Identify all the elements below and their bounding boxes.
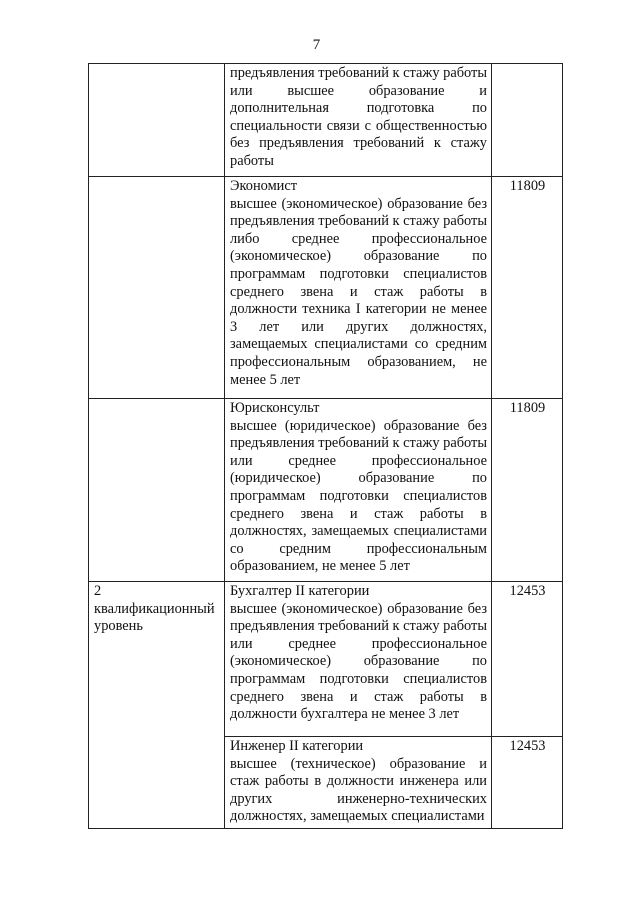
qualification-level-label: квалификационный уровень (94, 600, 215, 635)
position-cell (225, 582, 492, 737)
page-number: 7 (312, 37, 321, 53)
salary-cell: 11809 (492, 177, 563, 399)
position-requirements: высшее (техническое) образование и стаж работы в должности инженера или других инженерно-технических должностях, замещаемых специалистами (230, 755, 487, 825)
position-cell (225, 737, 492, 829)
qualification-level-cell (89, 582, 225, 829)
position-title: Инженер II категории (230, 738, 364, 754)
qualification-level-number: 2 (94, 583, 102, 599)
position-cell (225, 177, 492, 399)
position-title: Юрисконсульт (230, 400, 320, 416)
salary-cell: 11809 (492, 399, 563, 582)
position-requirements: высшее (экономическое) образование без предъявления требований к стажу работы либо среднее профессиональное (экономическое) образование по программам подготовки специалистов среднего звена и стаж работы в должности техника I категории не менее 3 лет или других должностях, замещаемых специалистами со средним профессиональным образованием, не менее 5 лет (230, 195, 487, 388)
position-title: Бухгалтер II категории (230, 583, 370, 599)
position-title: Экономист (230, 178, 298, 194)
qualification-level-cell (89, 177, 225, 399)
table-row (89, 64, 563, 177)
table-row (89, 177, 563, 399)
position-requirements: предъявления требований к стажу работы или высшее образование и дополнительная подготовка по специальности связи с общественностью без предъявления требований к стажу работы (230, 65, 487, 169)
qualification-level-cell (89, 399, 225, 582)
table-row (89, 582, 563, 737)
qualification-level-cell (89, 64, 225, 177)
salary-cell: 12453 (492, 737, 563, 829)
table-row (89, 399, 563, 582)
qualification-table (88, 63, 563, 829)
position-requirements: высшее (экономическое) образование без предъявления требований к стажу работы или среднее профессиональное (экономическое) образование по программам подготовки специалистов среднего звена и стаж работы в должности бухгалтера не менее 3 лет (230, 600, 487, 723)
position-cell (225, 399, 492, 582)
salary-cell: 12453 (492, 582, 563, 737)
position-requirements: высшее (юридическое) образование без предъявления требований к стажу работы или среднее профессиональное (юридическое) образование по программам подготовки специалистов среднего звена и стаж работы в должностях, замещаемых специалистами со средним профессиональным образованием, не менее 5 лет (230, 417, 487, 575)
position-cell (225, 64, 492, 177)
salary-cell (492, 64, 563, 177)
